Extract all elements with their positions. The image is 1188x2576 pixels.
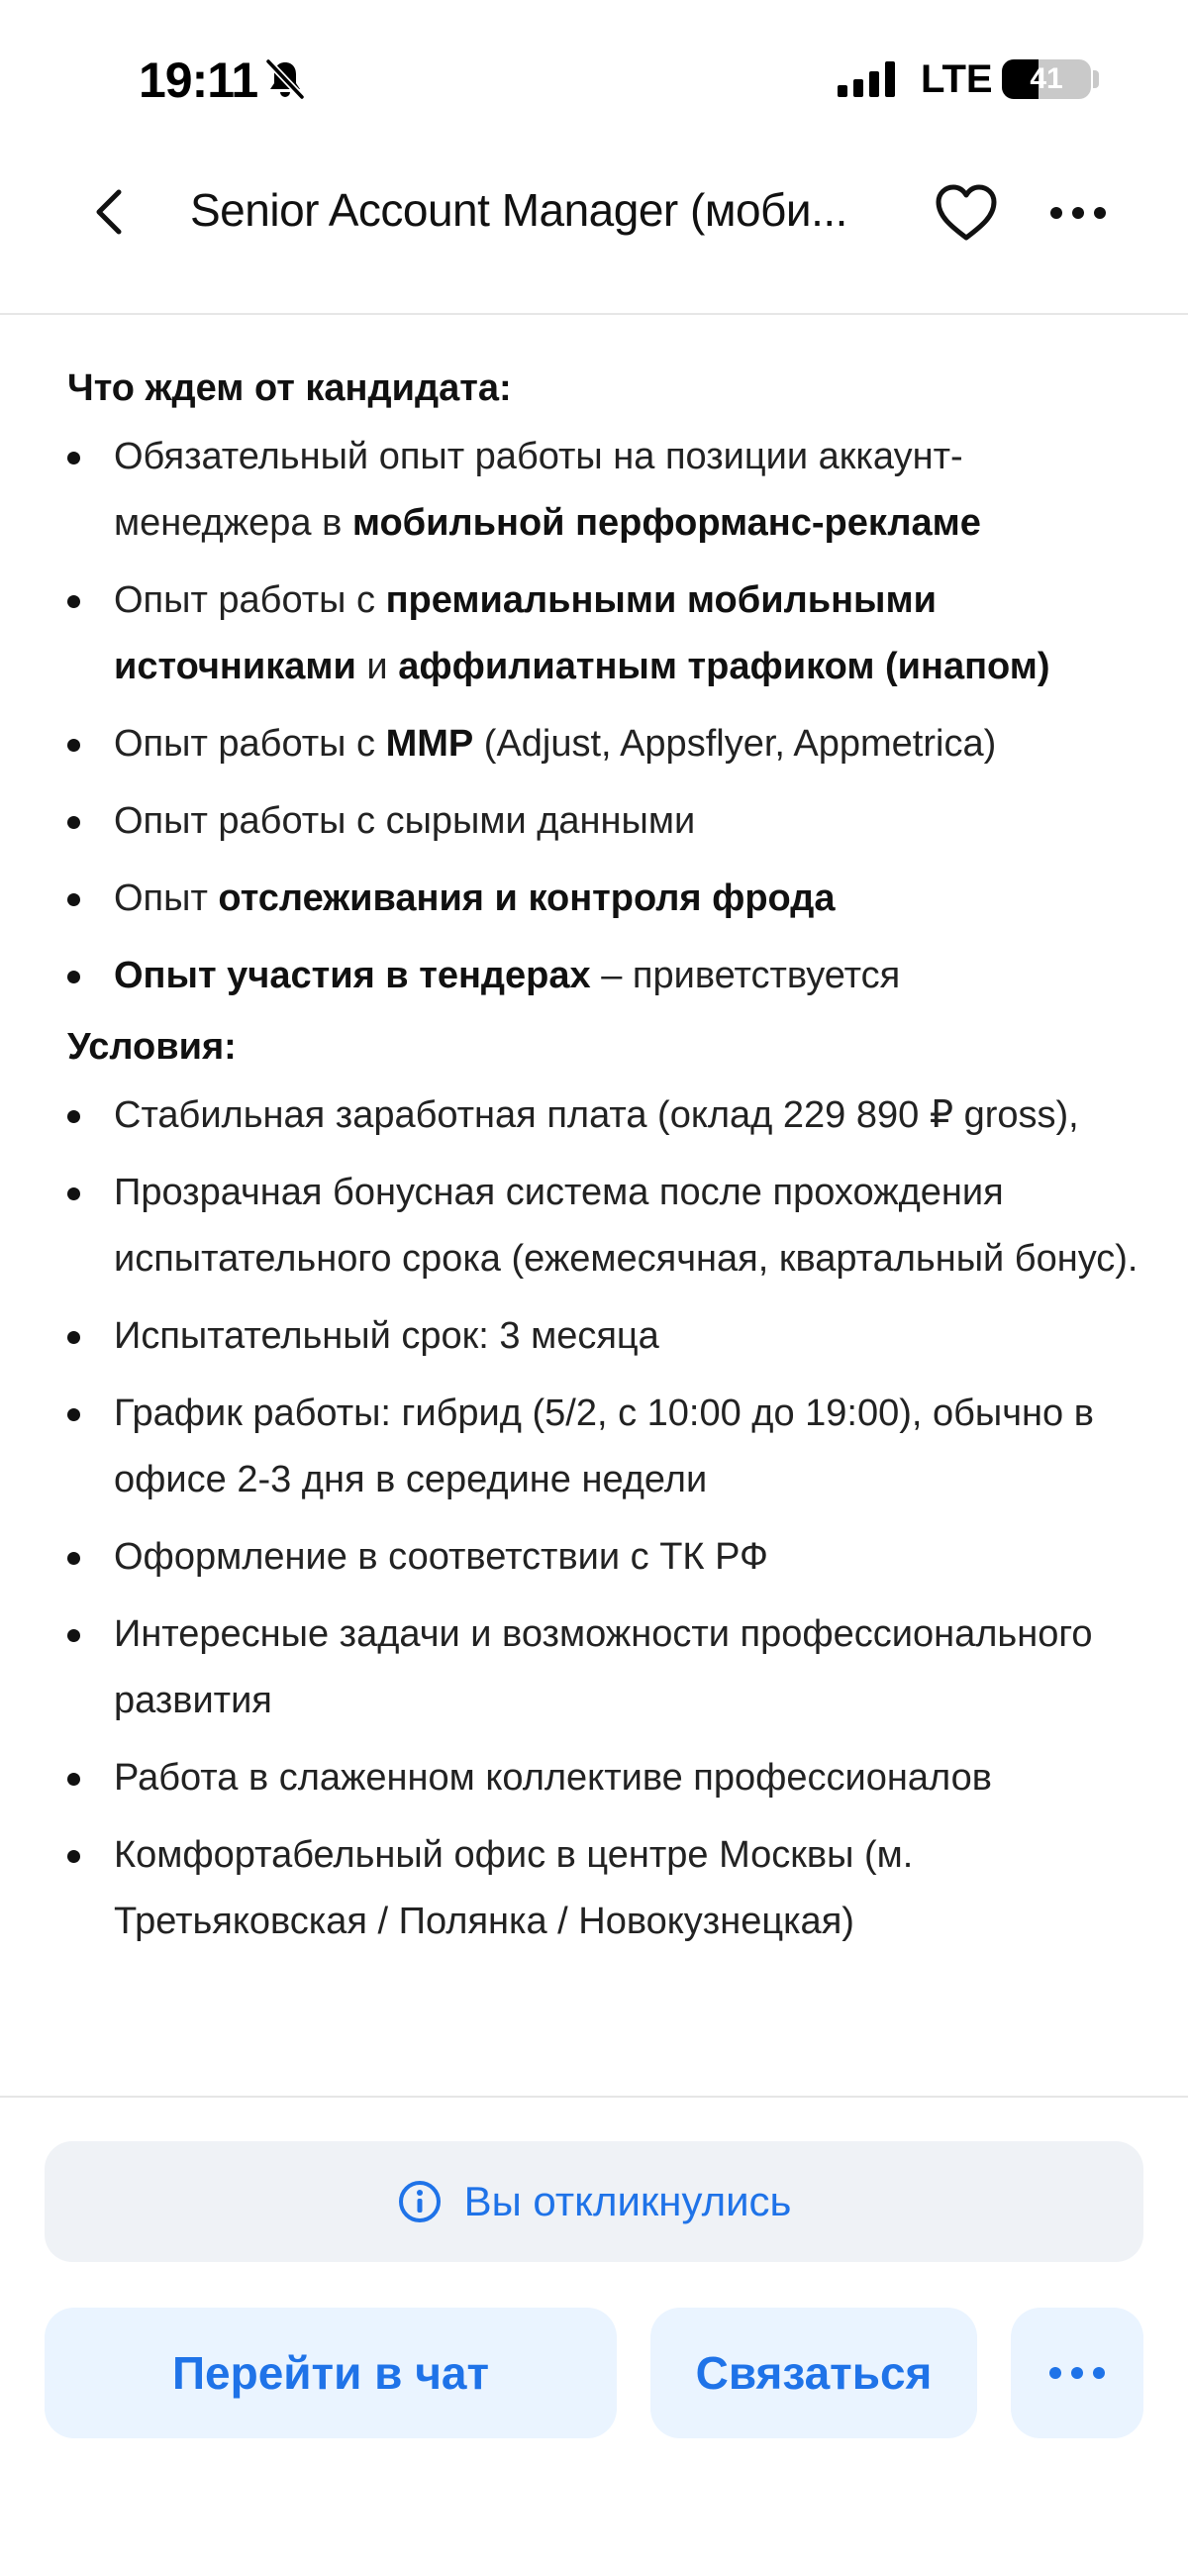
status-time: 19:11 — [139, 52, 258, 108]
battery-indicator — [1002, 59, 1091, 99]
requirements-list — [0, 424, 1188, 1009]
responded-banner[interactable] — [45, 2141, 1143, 2262]
requirement-item-3: Опыт работы с MMP (Adjust, Appsflyer, Appmetrica) — [0, 711, 1188, 777]
vacancy-description[interactable] — [0, 317, 1188, 2095]
requirement-item-1: Обязательный опыт работы на позиции аккаунт-менеджера в мобильной перформанс-рекламе — [0, 424, 1188, 557]
condition-item-1: Стабильная заработная плата (оклад 229 890 ₽ gross), — [0, 1082, 1188, 1149]
status-bar — [0, 0, 1188, 149]
divider — [0, 2096, 1188, 2098]
battery-tip — [1093, 70, 1099, 88]
requirement-item-6: Опыт участия в тендерах – приветствуется — [0, 943, 1188, 1009]
more-actions-button[interactable] — [1011, 2308, 1143, 2438]
top-nav-bar — [0, 149, 1188, 315]
requirement-item-4: Опыт работы с сырыми данными — [0, 788, 1188, 855]
responded-label: Вы откликнулись — [463, 2178, 792, 2224]
more-horizontal-icon — [1046, 2358, 1108, 2388]
more-horizontal-icon[interactable] — [1047, 188, 1109, 238]
condition-item-2: Прозрачная бонусная система после прохождения испытательного срока (ежемесячная, квартальный бонус). — [0, 1160, 1188, 1292]
requirements-title: Что ждем от кандидата: — [67, 367, 512, 409]
condition-item-8: Комфортабельный офис в центре Москвы (м. Третьяковская / Полянка / Новокузнецкая) — [0, 1822, 1188, 1955]
contact-button[interactable]: Связаться — [650, 2308, 977, 2438]
bell-slash-icon — [263, 57, 307, 101]
condition-item-7: Работа в слаженном коллективе профессионалов — [0, 1745, 1188, 1811]
conditions-title: Условия: — [67, 1026, 237, 1068]
info-icon — [397, 2179, 443, 2224]
go-to-chat-button[interactable]: Перейти в чат — [45, 2308, 617, 2438]
heart-icon[interactable] — [931, 178, 1002, 250]
condition-item-5: Оформление в соответствии с ТК РФ — [0, 1524, 1188, 1591]
network-type: LTE — [921, 57, 993, 101]
chevron-left-icon[interactable] — [81, 182, 141, 242]
condition-item-3: Испытательный срок: 3 месяца — [0, 1303, 1188, 1370]
battery-percent: 41 — [1030, 62, 1063, 95]
conditions-list — [0, 1082, 1188, 1955]
cellular-signal-icon — [838, 59, 897, 99]
condition-item-6: Интересные задачи и возможности профессионального развития — [0, 1601, 1188, 1734]
requirement-item-5: Опыт отслеживания и контроля фрода — [0, 866, 1188, 932]
page-title: Senior Account Manager (моби... — [190, 184, 847, 236]
requirement-item-2: Опыт работы с премиальными мобильными источниками и аффилиатным трафиком (инапом) — [0, 567, 1188, 700]
condition-item-4: График работы: гибрид (5/2, с 10:00 до 19:00), обычно в офисе 2-3 дня в середине недели — [0, 1381, 1188, 1513]
